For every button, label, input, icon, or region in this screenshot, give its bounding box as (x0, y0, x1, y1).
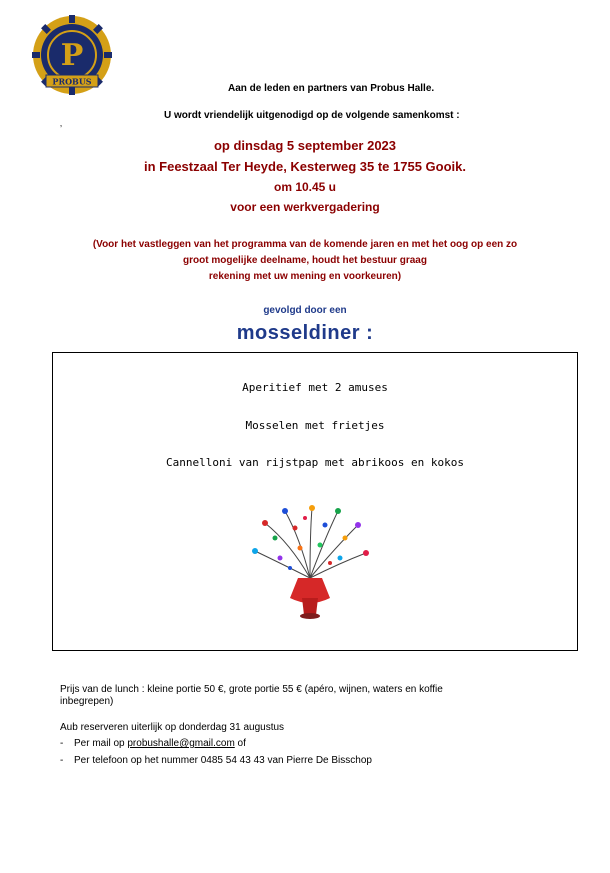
price-line-2: inbegrepen) (60, 696, 114, 707)
menu-item-mosselen: Mosselen met frietjes (245, 419, 385, 432)
note-line-3: rekening met uw mening en voorkeuren) (208, 271, 402, 282)
followed-by: gevolgd door een (263, 305, 347, 316)
stray-mark: ‚ (60, 118, 62, 128)
event-date: op dinsdag 5 september 2023 (213, 138, 397, 153)
probus-logo (32, 15, 112, 95)
menu-item-aperitif: Aperitief met 2 amuses (242, 381, 388, 394)
event-purpose: voor een werkvergadering (230, 200, 380, 214)
menu-item-dessert: Cannelloni van rijstpap met abrikoos en kokos (165, 456, 464, 469)
note-line-1: (Voor het vastleggen van het programma van de komende jaren en met het oog op een zo (92, 239, 518, 250)
bullet-dash: - (60, 738, 64, 749)
logo-letter: P (60, 38, 84, 73)
bouquet-illustration (240, 503, 380, 623)
dinner-title: mosseldiner : (236, 322, 374, 344)
price-line-1: Prijs van de lunch : kleine portie 50 €, grote portie 55 € (apéro, wijnen, waters en koffie (60, 684, 443, 695)
note-line-2: groot mogelijke deelname, houdt het bestuur graag (183, 255, 427, 266)
phone-text: Per telefoon op het nummer 0485 54 43 43 van Pierre De Bisschop (74, 755, 372, 766)
logo-text: PROBUS (52, 76, 92, 87)
mail-prefix: Per mail op (74, 738, 128, 749)
event-time: om 10.45 u (273, 180, 337, 194)
header-line-2: U wordt vriendelijk uitgenodigd op de volgende samenkomst : (164, 110, 460, 121)
header-line-1: Aan de leden en partners van Probus Halle. (228, 83, 435, 94)
bullet-dash: - (60, 755, 64, 766)
mail-link[interactable]: probushalle@gmail.com (127, 738, 235, 749)
reserve-phone (60, 755, 372, 766)
mail-suffix: of (234, 738, 246, 749)
reserve-mail (60, 738, 246, 749)
reserve-deadline: Aub reserveren uiterlijk op donderdag 31 augustus (60, 722, 285, 733)
event-location: in Feestzaal Ter Heyde, Kesterweg 35 te 1755 Gooik. (143, 159, 466, 174)
